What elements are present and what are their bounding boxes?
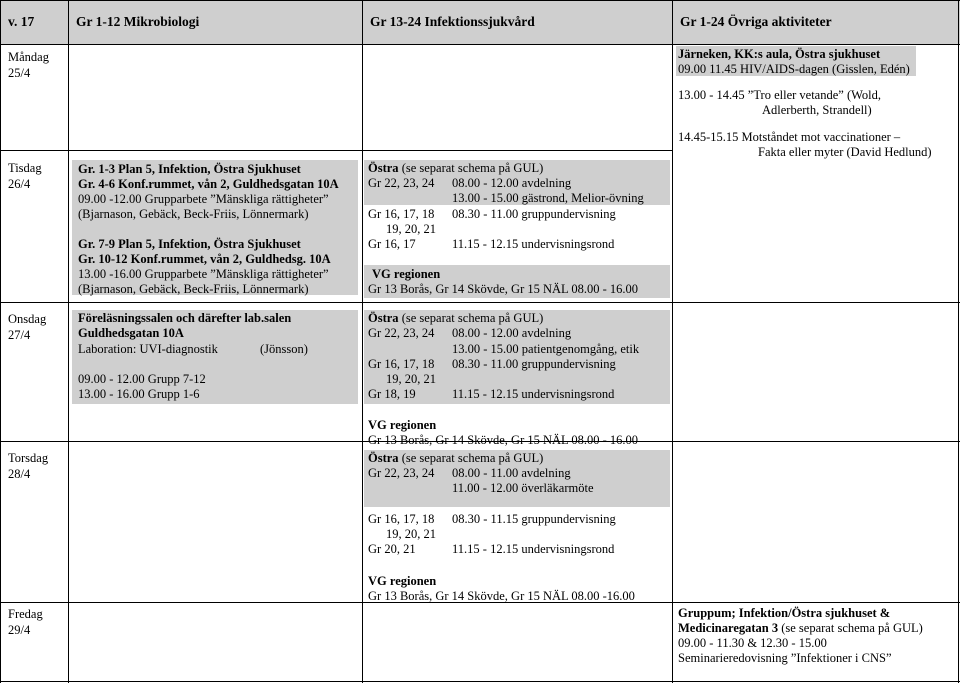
- tuesday-micro-line: Gr. 10-12 Konf.rummet, vån 2, Guldhedsg. 10A: [78, 252, 331, 266]
- wednesday-time: 11.15 - 12.15 undervisningsrond: [452, 387, 615, 401]
- grid-line: [0, 0, 960, 1]
- monday-event-tro: 13.00 - 14.45 ”Tro eller vetande” (Wold,: [678, 88, 881, 102]
- day-name: Fredag: [8, 607, 43, 621]
- week-label: v. 17: [8, 14, 35, 29]
- tuesday-time: 13.00 - 15.00 gästrond, Melior-övning: [452, 191, 644, 205]
- tuesday-groups: Gr 22, 23, 24: [368, 176, 435, 190]
- tuesday-time: 08.00 - 12.00 avdelning: [452, 176, 572, 190]
- tuesday-groups: Gr 16, 17, 18: [368, 207, 435, 221]
- tuesday-micro-line: Gr. 7-9 Plan 5, Infektion, Östra Sjukhuset: [78, 237, 301, 251]
- thursday-time: 11.00 - 12.00 överläkarmöte: [452, 481, 594, 495]
- grid-line: [958, 0, 959, 683]
- wednesday-groups: 19, 20, 21: [386, 372, 436, 386]
- header-col-ovriga: Gr 1-24 Övriga aktiviteter: [680, 14, 832, 29]
- grid-line: [0, 302, 960, 303]
- day-monday: [8, 49, 49, 81]
- tuesday-groups: Gr 16, 17: [368, 237, 416, 251]
- wednesday-micro-line: 13.00 - 16.00 Grupp 1-6: [78, 387, 200, 401]
- tuesday-vaccination-talk-sub: Fakta eller myter (David Hedlund): [758, 145, 932, 159]
- grid-line: [68, 0, 69, 683]
- grid-line: [362, 0, 363, 683]
- thursday-groups: Gr 22, 23, 24: [368, 466, 435, 480]
- monday-event-hiv: 09.00 11.45 HIV/AIDS-dagen (Gisslen, Edén): [678, 62, 910, 76]
- header-col-infektionssjukvard: Gr 13-24 Infektionssjukvård: [370, 14, 535, 29]
- tuesday-micro-line: 09.00 -12.00 Grupparbete ”Mänskliga rättigheter”: [78, 192, 329, 206]
- thursday-time: 08.00 - 11.00 avdelning: [452, 466, 571, 480]
- day-name: Onsdag: [8, 312, 47, 326]
- tuesday-ostra-header: Östra (se separat schema på GUL): [368, 161, 544, 175]
- thursday-vg-header: VG regionen: [368, 574, 437, 588]
- day-date: 28/4: [8, 467, 31, 481]
- wednesday-micro-line: (Jönsson): [260, 342, 308, 356]
- header-row: [0, 0, 960, 44]
- grid-line: [0, 44, 960, 45]
- tuesday-micro-line: Gr. 1-3 Plan 5, Infektion, Östra Sjukhuset: [78, 162, 301, 176]
- day-tuesday: [8, 160, 42, 192]
- wednesday-time: 13.00 - 15.00 patientgenomgång, etik: [452, 342, 640, 356]
- day-date: 29/4: [8, 623, 31, 637]
- wednesday-time: 08.00 - 12.00 avdelning: [452, 326, 572, 340]
- day-name: Tisdag: [8, 161, 42, 175]
- thursday-groups: Gr 20, 21: [368, 542, 416, 556]
- day-wednesday: [8, 311, 46, 343]
- day-name: Torsdag: [8, 451, 49, 465]
- friday-event-line: Gruppum; Infektion/Östra sjukhuset &: [678, 606, 891, 620]
- monday-event-location: Järneken, KK:s aula, Östra sjukhuset: [678, 47, 881, 61]
- friday-event-line: Medicinaregatan 3 (se separat schema på GUL): [678, 621, 923, 635]
- day-date: 27/4: [8, 328, 31, 342]
- monday-event-tro-speakers: Adlerberth, Strandell): [762, 103, 872, 117]
- tuesday-vg-detail: Gr 13 Borås, Gr 14 Skövde, Gr 15 NÄL 08.00 - 16.00: [368, 282, 638, 296]
- grid-line: [0, 150, 672, 151]
- thursday-ostra-header: Östra (se separat schema på GUL): [368, 451, 544, 465]
- day-name: Måndag: [8, 50, 49, 64]
- wednesday-micro-line: Laboration: UVI-diagnostik: [78, 342, 218, 356]
- tuesday-vg-header: VG regionen: [372, 267, 441, 281]
- wednesday-groups: Gr 18, 19: [368, 387, 416, 401]
- wednesday-time: 08.30 - 11.00 gruppundervisning: [452, 357, 616, 371]
- wednesday-micro-line: Föreläsningssalen och därefter lab.salen: [78, 311, 292, 325]
- tuesday-groups: 19, 20, 21: [386, 222, 436, 236]
- thursday-time: 08.30 - 11.15 gruppundervisning: [452, 512, 616, 526]
- wednesday-micro-line: 09.00 - 12.00 Grupp 7-12: [78, 372, 206, 386]
- tuesday-time: 11.15 - 12.15 undervisningsrond: [452, 237, 615, 251]
- thursday-vg-detail: Gr 13 Borås, Gr 14 Skövde, Gr 15 NÄL 08.00 -16.00: [368, 589, 635, 603]
- day-date: 25/4: [8, 66, 31, 80]
- wednesday-micro-line: Guldhedsgatan 10A: [78, 326, 184, 340]
- wednesday-ostra-header: Östra (se separat schema på GUL): [368, 311, 544, 325]
- grid-line: [672, 0, 673, 683]
- day-friday: [8, 606, 43, 638]
- tuesday-micro-line: Gr. 4-6 Konf.rummet, vån 2, Guldhedsgatan 10A: [78, 177, 339, 191]
- wednesday-groups: Gr 16, 17, 18: [368, 357, 435, 371]
- tuesday-micro-line: (Bjarnason, Gebäck, Beck-Friis, Lönnermark): [78, 207, 309, 221]
- thursday-groups: Gr 16, 17, 18: [368, 512, 435, 526]
- tuesday-time: 08.30 - 11.00 gruppundervisning: [452, 207, 616, 221]
- friday-event-line: Seminarieredovisning ”Infektioner i CNS”: [678, 651, 892, 665]
- tuesday-vaccination-talk: 14.45-15.15 Motståndet mot vaccinationer –: [678, 130, 901, 144]
- wednesday-groups: Gr 22, 23, 24: [368, 326, 435, 340]
- thursday-groups: 19, 20, 21: [386, 527, 436, 541]
- grid-line: [0, 681, 960, 682]
- tuesday-micro-line: (Bjarnason, Gebäck, Beck-Friis, Lönnermark): [78, 282, 309, 296]
- thursday-time: 11.15 - 12.15 undervisningsrond: [452, 542, 615, 556]
- header-col-mikrobiologi: Gr 1-12 Mikrobiologi: [76, 14, 200, 29]
- tuesday-micro-line: 13.00 -16.00 Grupparbete ”Mänskliga rättigheter”: [78, 267, 329, 281]
- wednesday-vg-detail: Gr 13 Borås, Gr 14 Skövde, Gr 15 NÄL 08.00 - 16.00: [368, 433, 638, 447]
- day-thursday: [8, 450, 48, 482]
- friday-event-line: 09.00 - 11.30 & 12.30 - 15.00: [678, 636, 827, 650]
- wednesday-vg-header: VG regionen: [368, 418, 437, 432]
- grid-line: [0, 0, 1, 683]
- day-date: 26/4: [8, 177, 31, 191]
